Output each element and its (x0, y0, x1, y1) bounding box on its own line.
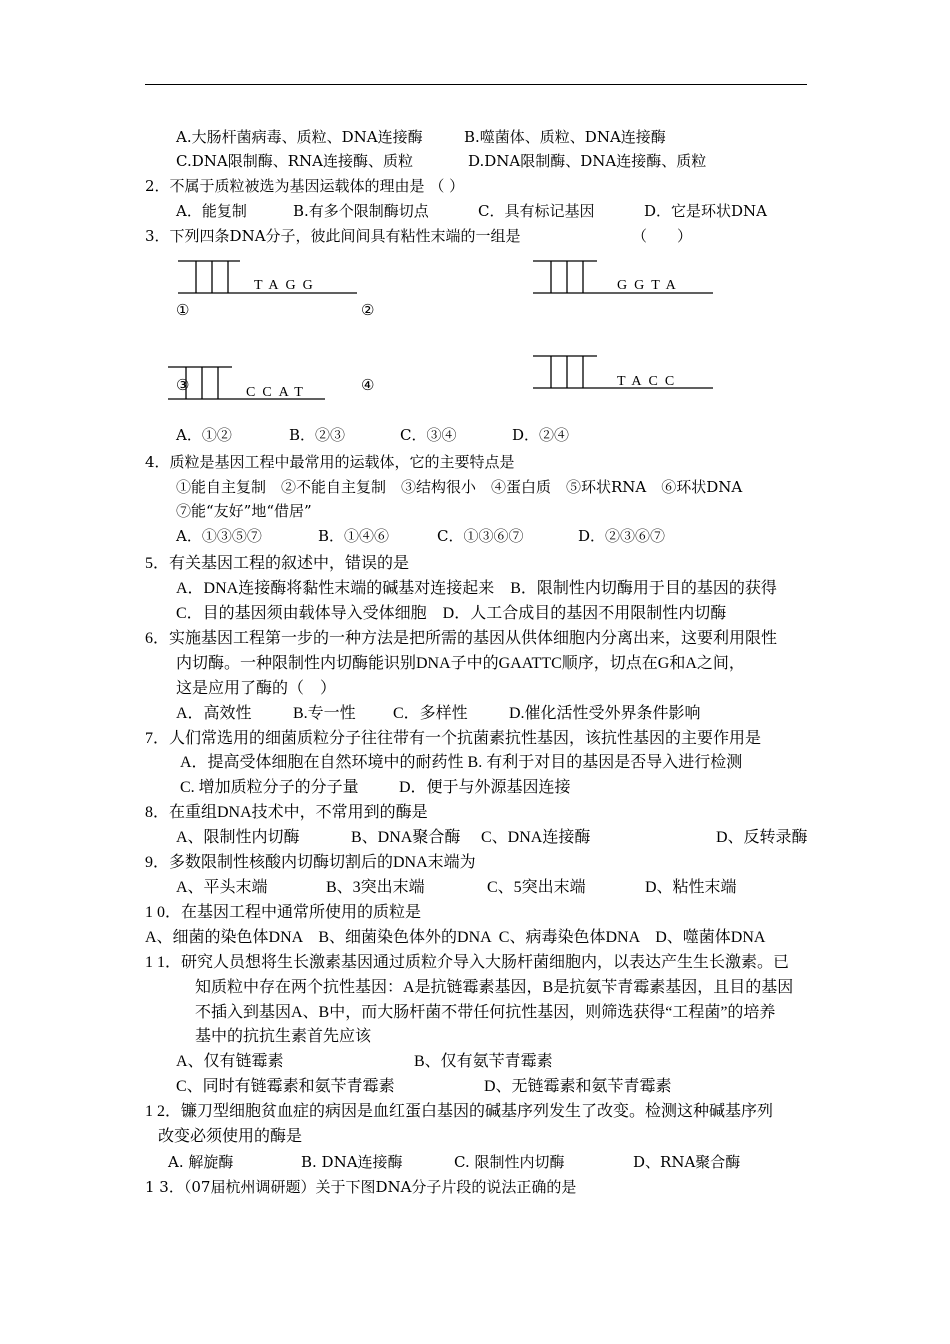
fragment-2-sequence: GGTA (617, 278, 683, 293)
q6-option-c: C．多样性 (393, 705, 468, 722)
q7-stem: 7．人们常选用的细菌质粒分子往往带有一个抗菌素抗性基因，该抗性基因的主要作用是 (145, 730, 762, 747)
dna-fragments-diagram (0, 0, 950, 420)
q7-option-d: D．便于与外源基因连接 (399, 779, 571, 796)
q4-items-2: ⑦能“友好”地“借居” (176, 502, 312, 520)
q10-stem: 1 0．在基因工程中通常所使用的质粒是 (145, 904, 422, 921)
q6-option-a: A．高效性 (176, 705, 252, 722)
q2-option-c: C．具有标记基因 (478, 202, 595, 220)
q11-option-d: D、无链霉素和氨苄青霉素 (484, 1078, 672, 1095)
q1-option-c: C.DNA限制酶、RNA连接酶、质粒 (176, 152, 413, 170)
q8-option-c: C、DNA连接酶 (481, 829, 591, 846)
q3-answer-paren: （ ） (632, 227, 693, 245)
q6-line-3: 这是应用了酶的（ ） (176, 680, 337, 697)
q6-option-b: B.专一性 (293, 705, 356, 722)
fragment-4-label: ④ (361, 376, 375, 394)
q9-stem: 9．多数限制性核酸内切酶切割后的DNA末端为 (145, 854, 476, 871)
q4-option-c: C．①③⑥⑦ (437, 527, 524, 545)
q8-option-b: B、DNA聚合酶 (351, 829, 461, 846)
q6-line-1: 6．实施基因工程第一步的一种方法是把所需的基因从供体细胞内分离出来，这要利用限性 (145, 630, 778, 647)
q3-option-d: D．②④ (512, 426, 570, 444)
fragment-3-label: ③ (176, 376, 190, 394)
q9-option-d: D、粘性末端 (645, 879, 737, 896)
q2-option-b: B.有多个限制酶切点 (293, 202, 429, 220)
fragment-2-label: ② (361, 301, 375, 319)
q12-option-b: B. DNA连接酶 (301, 1153, 403, 1171)
q1-option-d: D.DNA限制酶、DNA连接酶、质粒 (468, 152, 707, 170)
q2-option-a: A．能复制 (176, 202, 247, 220)
q4-items-1: ①能自主复制 ②不能自主复制 ③结构很小 ④蛋白质 ⑤环状RNA ⑥环状DNA (176, 478, 743, 496)
q7-option-c: C. 增加质粒分子的分子量 (180, 779, 359, 796)
q5-stem: 5．有关基因工程的叙述中，错误的是 (145, 555, 410, 572)
q10-options: A、细菌的染色体DNA B、细菌染色体外的DNA C、病毒染色体DNA D、噬菌体DNA (145, 929, 766, 946)
q11-option-b: B、仅有氨苄青霉素 (414, 1053, 553, 1070)
q12-line-2: 改变必须使用的酶是 (158, 1128, 303, 1145)
q11-line-2: 知质粒中存在两个抗性基因：A是抗链霉素基因，B是抗氨苄青霉素基因，且目的基因 (195, 979, 794, 996)
q4-option-a: A．①③⑤⑦ (176, 527, 262, 545)
q12-line-1: 1 2．镰刀型细胞贫血症的病因是血红蛋白基因的碱基序列发生了改变。检测这种碱基序列 (145, 1103, 774, 1120)
q2-option-d: D．它是环状DNA (644, 202, 768, 220)
q12-option-d: D、RNA聚合酶 (633, 1153, 741, 1171)
q11-option-c: C、同时有链霉素和氨苄青霉素 (176, 1078, 395, 1095)
q4-stem: 4．质粒是基因工程中最常用的运载体，它的主要特点是 (145, 453, 515, 471)
fragment-1-label: ① (176, 301, 190, 319)
fragment-4-sequence: TACC (617, 374, 682, 389)
fragment-3-sequence: CCAT (246, 385, 310, 400)
q7-options-ab: A．提高受体细胞在自然环境中的耐药性 B. 有利于对目的基因是否导入进行检测 (180, 754, 743, 771)
q3-option-a: A．①② (176, 426, 232, 444)
q8-stem: 8．在重组DNA技术中，不常用到的酶是 (145, 804, 428, 821)
q4-option-d: D．②③⑥⑦ (578, 527, 666, 545)
q6-option-d: D.催化活性受外界条件影响 (509, 705, 701, 722)
q2-stem: 2．不属于质粒被选为基因运载体的理由是 （ ） (145, 177, 465, 195)
q8-option-a: A、限制性内切酶 (176, 829, 300, 846)
q6-line-2: 内切酶。一种限制性内切酶能识别DNA子中的GAATTC顺序，切点在G和A之间， (176, 655, 745, 672)
q5-options-ab: A．DNA连接酶将黏性末端的碱基对连接起来 B．限制性内切酶用于目的基因的获得 (176, 580, 777, 597)
q9-option-a: A、平头末端 (176, 879, 268, 896)
q11-line-1: 1 1．研究人员想将生长激素基因通过质粒介导入大肠杆菌细胞内，以表达产生生长激素。已 (145, 954, 790, 971)
q12-option-a: A. 解旋酶 (168, 1153, 234, 1171)
q1-option-a: A.大肠杆菌病毒、质粒、DNA连接酶 (176, 128, 423, 146)
q1-option-b: B.噬菌体、质粒、DNA连接酶 (464, 128, 666, 146)
q5-options-cd: C．目的基因须由载体导入受体细胞 D．人工合成目的基因不用限制性内切酶 (176, 605, 727, 622)
q13-stem: 1 3．（07届杭州调研题）关于下图DNA分子片段的说法正确的是 (145, 1178, 577, 1196)
q8-option-d: D、反转录酶 (716, 829, 808, 846)
fragment-1-sequence: TAGG (254, 278, 320, 293)
q3-stem: 3．下列四条DNA分子，彼此间间具有粘性末端的一组是 (145, 227, 521, 245)
q11-line-4: 基中的抗抗生素首先应该 (195, 1028, 372, 1045)
q3-option-c: C．③④ (400, 426, 457, 444)
q12-option-c: C. 限制性内切酶 (454, 1153, 565, 1171)
q11-option-a: A、仅有链霉素 (176, 1053, 284, 1070)
q9-option-b: B、3突出末端 (326, 879, 425, 896)
q3-option-b: B．②③ (289, 426, 346, 444)
q11-line-3: 不插入到基因A、B中，而大肠杆菌不带任何抗性基因，则筛选获得“工程菌”的培养 (195, 1004, 776, 1021)
q9-option-c: C、5突出末端 (487, 879, 586, 896)
q4-option-b: B．①④⑥ (318, 527, 390, 545)
